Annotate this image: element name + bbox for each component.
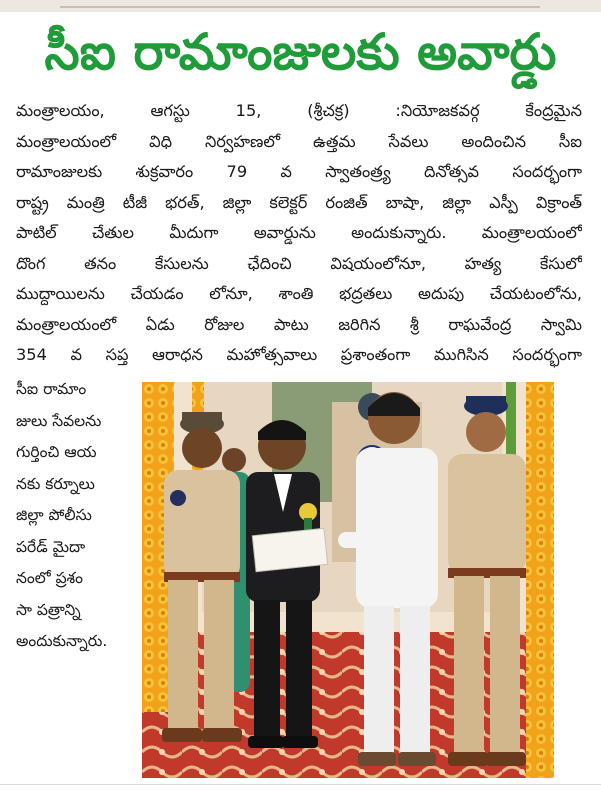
photo-illustration xyxy=(142,382,554,778)
side-line: అందుకున్నారు. xyxy=(16,632,108,650)
side-line: జిల్లా పోలీసు xyxy=(16,506,92,524)
body-line: మంత్రాలయం, ఆగస్టు 15, (శ్రీచక్ర) :నియోజకవర్గ కేంద్రమైన xyxy=(16,101,582,120)
article-headline: సీఐ రామాంజులకు అవార్డు xyxy=(44,23,557,81)
body-line: మంత్రాలయంలో విధి నిర్వహణలో ఉత్తమ సేవలు అందించిన సీఐ xyxy=(16,131,582,151)
body-line: ముద్దాయిలను చేయడం లోనూ, శాంతి భద్రతలు అదుపు చేయటంలోను, xyxy=(16,284,582,303)
side-line: నకు కర్నూలు xyxy=(16,474,95,493)
body-line: దొంగ తనం కేసులను ఛేదించి విషయంలోనూ, హత్య కేసులో xyxy=(16,253,582,273)
bottom-rule xyxy=(0,784,601,785)
side-line: నంలో ప్రశం xyxy=(16,569,84,587)
side-line: సీఐ రామాం xyxy=(16,380,87,398)
award-ceremony-photo xyxy=(142,382,554,778)
certificate xyxy=(252,528,327,571)
side-line: జులు సేవలను xyxy=(16,411,102,430)
body-line: 354 వ సప్త ఆరాధన మహోత్సవాలు ప్రశాంతంగా ముగిసిన సందర్భంగా xyxy=(16,345,582,364)
body-line: రామాంజులకు శుక్రవారం 79 వ స్వాతంత్ర్య దినోత్సవ సందర్భంగా xyxy=(16,162,582,181)
side-line: సా పత్రాన్ని xyxy=(16,600,81,619)
side-line: గుర్తించి ఆయ xyxy=(16,443,97,461)
body-line: పాటిల్ చేతుల మీదుగా అవార్డును అందుకున్నారు. మంత్రాలయంలో xyxy=(16,223,582,242)
side-line: పరేడ్ మైదా xyxy=(16,537,86,556)
article-body xyxy=(16,96,582,371)
header-decor-strip xyxy=(0,0,601,12)
body-line: మంత్రాలయంలో ఏడు రోజుల పాటు జరిగిన శ్రీ రాఘవేంద్ర స్వామి xyxy=(16,314,582,334)
article-side-column xyxy=(16,374,138,658)
marigold-garland-right xyxy=(526,382,554,778)
body-line: రాష్ట్ర మంత్రి టీజీ భరత్, జిల్లా కలెక్టర్ రంజిత్ బాషా, జిల్లా ఎస్పీ విక్రాంత్ xyxy=(16,192,582,212)
